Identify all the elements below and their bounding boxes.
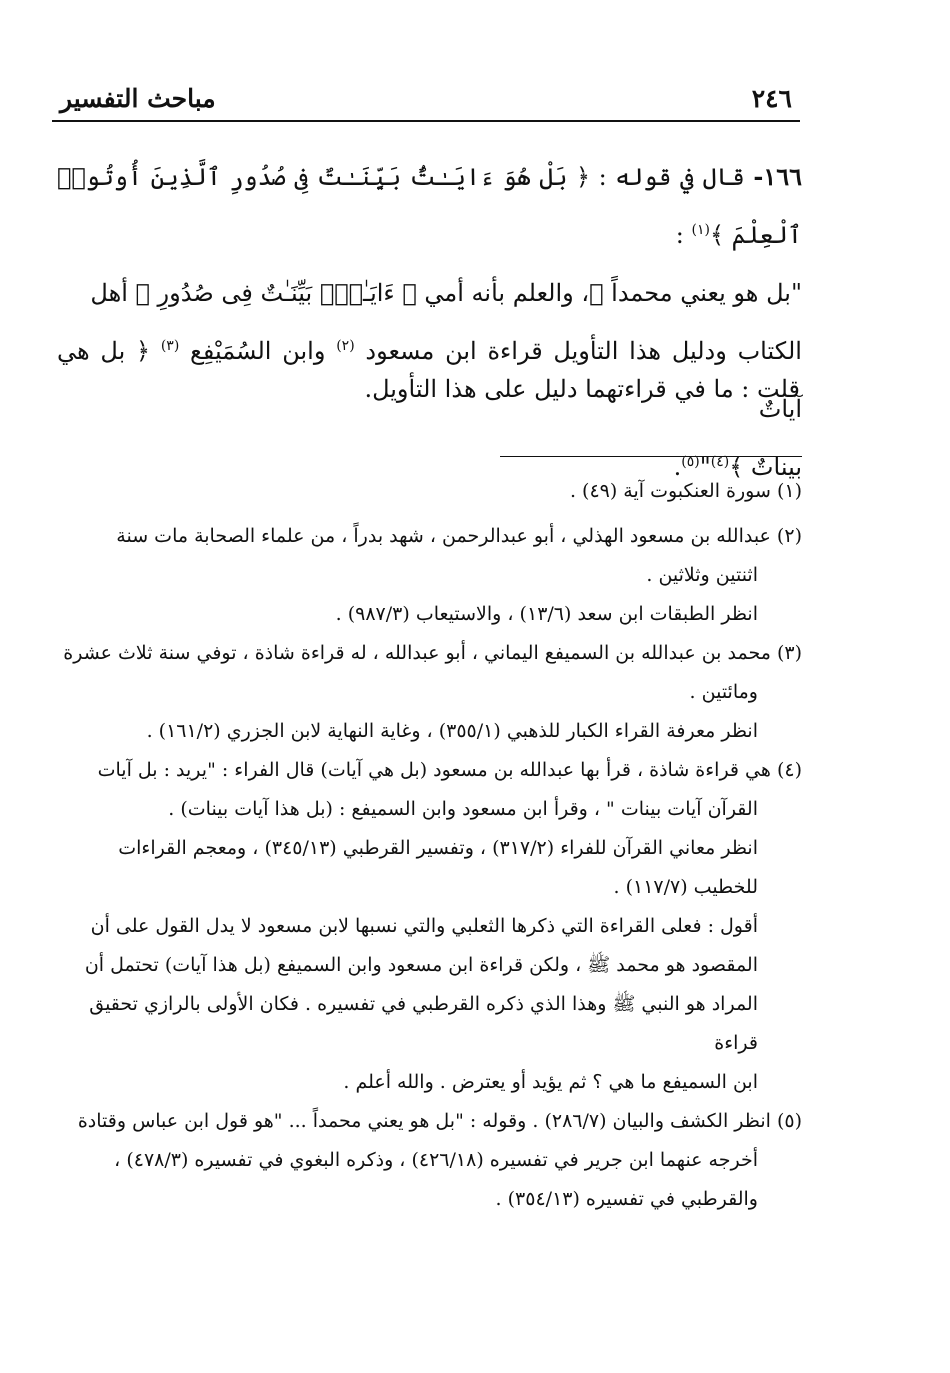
footnote-line: انظر معاني القرآن للفراء (٣١٧/٢) ، وتفسير القرطبي (٣٤٥/١٣) ، ومعجم القراءات <box>118 837 758 859</box>
page-header <box>52 80 800 122</box>
after-quote: : <box>675 221 684 249</box>
footnote-ref-5: (٥) <box>681 454 700 470</box>
footnote-ref-2: (٢) <box>336 338 355 354</box>
footnote-divider <box>500 456 802 457</box>
main-text <box>57 148 802 496</box>
footnote-line: أخرجه عنهما ابن جرير في تفسيره (٤٢٦/١٨) ، وذكره البغوي في تفسيره (٤٧٨/٣) ، <box>114 1149 758 1171</box>
footnote-line: انظر الطبقات ابن سعد (١٣/٦) ، والاستيعاب (٩٨٧/٣) . <box>335 603 758 625</box>
footnote-3 <box>57 634 802 751</box>
footnote-1 <box>57 472 802 511</box>
body-text-3: بيناتٌ ﴾ <box>729 453 802 481</box>
footnote-ref-1: (١) <box>691 222 710 238</box>
main-paragraph-line-2: "بل هو يعني محمداً ﷺ، والعلم بأنه أمي ﴿ ءَايَـٰتٌۢ بَيِّنَـٰتٌ فِى صُدُورِ ﴾ أهل <box>90 279 802 307</box>
entry-number: ١٦٦- <box>753 162 802 191</box>
footnote-line: (٢) عبدالله بن مسعود الهذلي ، أبو عبدالرحمن ، شهد بدراً ، من علماء الصحابة مات سنة <box>116 525 802 547</box>
footnote-line: المراد هو النبي ﷺ وهذا الذي ذكره القرطبي في تفسيره . فكان الأولى بالرازي تحقيق قراءة <box>89 993 758 1054</box>
footnote-2 <box>57 517 802 634</box>
footnote-ref-4: (٤) <box>710 454 730 470</box>
intro-text: قال في قوله : <box>598 163 745 191</box>
body-text-2a: الكتاب ودليل هذا التأويل قراءة ابن مسعود <box>365 337 802 365</box>
footnote-line: (٥) انظر الكشف والبيان (٢٨٦/٧) . وقوله : "بل هو يعني محمداً ... "هو قول ابن عباس وقتادة <box>77 1110 802 1132</box>
running-title: مباحث التفسير <box>60 84 216 113</box>
body-text-2b: وابن السُمَيْفِع <box>190 337 326 365</box>
footnote-5 <box>57 1102 802 1219</box>
footnote-line: للخطيب (١١٧/٧) . <box>613 876 758 898</box>
footnote-line: اثنتين وثلاثين . <box>646 564 758 586</box>
quran-quote: ﴿ بَلْ هُوَ ءَايَـٰتٌۢ بَيِّنَـٰتٌ فِى صُدُورِ ٱلَّذِينَ أُوتُوا۟ ٱلْعِلْمَ ﴾ <box>57 163 802 249</box>
footnote-line: (٤) هي قراءة شاذة ، قرأ بها عبدالله بن مسعود (بل هي آيات) قال الفراء : "يريد : بل آيات <box>97 759 802 781</box>
closing-period: . <box>673 453 682 481</box>
footnote-line: والقرطبي في تفسيره (٣٥٤/١٣) . <box>495 1188 758 1210</box>
main-paragraph-line-1 <box>57 148 802 264</box>
body-text-2c: ﴿ بل هي آياتٌ <box>57 337 802 423</box>
footnote-line: (٣) محمد بن عبدالله بن السميفع اليماني ، أبو عبدالله ، له قراءة شاذة ، توفي سنة ثلاث عشرة <box>63 642 802 664</box>
footnote-line: ابن السميفع ما هي ؟ ثم يؤيد أو يعترض . والله أعلم . <box>343 1071 758 1093</box>
footnote-line: ومائتين . <box>689 681 758 703</box>
author-note: قلت : ما في قراءتهما دليل على هذا التأويل. <box>364 375 800 403</box>
closing-quote: " <box>699 453 711 481</box>
footnote-line: المقصود هو محمد ﷺ ، ولكن قراءة ابن مسعود وابن السميفع (بل هذا آيات) تحتمل أن <box>84 954 758 976</box>
footnote-line: (١) سورة العنكبوت آية (٤٩) . <box>569 480 802 502</box>
footnotes <box>57 472 802 1219</box>
footnote-line: القرآن آيات بينات " ، وقرأ ابن مسعود وابن السميفع : (بل هذا آيات بينات) . <box>168 798 758 820</box>
page-number: ٢٤٦ <box>751 84 792 113</box>
footnote-ref-3: (٣) <box>160 338 180 354</box>
footnote-line: أقول : فعلى القراءة التي ذكرها الثعلبي والتي نسبها لابن مسعود لا يدل القول على أن <box>90 915 758 937</box>
footnote-4 <box>57 751 802 1102</box>
footnote-line: انظر معرفة القراء الكبار للذهبي (٣٥٥/١) ، وغاية النهاية لابن الجزري (١٦١/٢) . <box>146 720 758 742</box>
